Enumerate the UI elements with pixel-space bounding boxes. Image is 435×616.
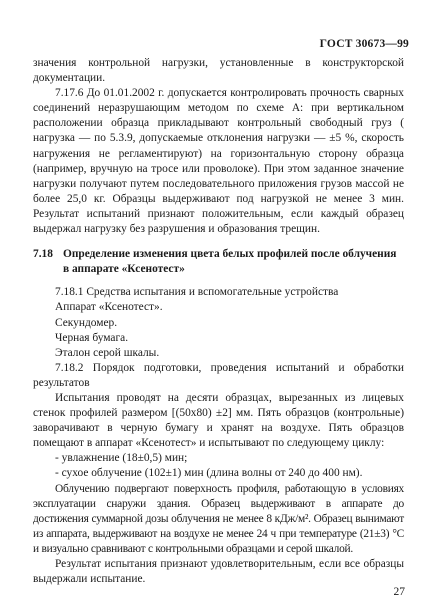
paragraph-continuation: значения контрольной нагрузки, установленные в конструкторской документации. [33, 57, 404, 85]
document-code: ГОСТ 30673—99 [319, 38, 409, 50]
equipment-item: Эталон серой шкалы. [55, 346, 160, 359]
section-number: 7.18 [33, 248, 53, 261]
section-title: Определение изменения цвета белых профилей после облучения в аппарате «Ксенотест» [63, 248, 397, 276]
paragraph-irradiation: Облучению подвергают поверхность профиля, работающую в условиях эксплуатации снаружи здания. Образец выдерживают в аппарате до достижения суммарной дозы облучения не менее 8 кДж/м². Образец вынимают из аппарата, выдерживают на воздухе не менее 24 ч при температуре (21±3) °С и визуально сравнивают с контрольными образцами и серой шкалой. [33, 482, 404, 555]
equipment-item: Аппарат «Ксенотест». [55, 301, 163, 314]
paragraph-7-17-6: 7.17.6 До 01.01.2002 г. допускается контролировать прочность сварных соединений неразрушающим методом по схеме А: при вертикальном расположении образца прикладывают контрольный свободный груз ( нагрузка — по 5.3.9, допускаемые отклонения нагрузки — ±5 %, скорость нагружения не регламентируют) на горизонтальную сторону образца (например, вручную на тросе или проволоке). При этом заданное значение нагрузки получают путем последовательного приложения грузов массой не более 25,0 кг. Образцы выдерживают под нагрузкой не менее 3 мин. Результат испытаний признают положительным, если каждый образец выдержал нагрузку без разрушения и образования трещин. [33, 87, 404, 236]
paragraph-7-18-1: 7.18.1 Средства испытания и вспомогательные устройства [55, 286, 339, 299]
paragraph-7-18-2: 7.18.2 Порядок подготовки, проведения испытаний и обработки результатов [33, 361, 404, 389]
paragraph-test-procedure: Испытания проводят на десяти образцах, вырезанных из лицевых стенок профилей размером [(50х80) ±2] мм. Пять образцов (контрольные) заворачивают в черную бумагу и хранят на воздухе. Пять образцов помещают в аппарат «Ксенотест» и испытывают по следующему циклу: [33, 391, 404, 450]
cycle-step: - увлажнение (18±0,5) мин; [55, 452, 188, 465]
cycle-step: - сухое облучение (102±1) мин (длина волны от 240 до 400 нм). [55, 467, 363, 480]
equipment-item: Секундомер. [55, 316, 118, 329]
equipment-item: Черная бумага. [55, 331, 129, 344]
section-heading [33, 247, 404, 277]
paragraph-result: Результат испытания признают удовлетворительным, если все образцы выдержали испытание. [33, 558, 404, 586]
page-number: 27 [393, 586, 405, 598]
document-body [33, 56, 404, 587]
